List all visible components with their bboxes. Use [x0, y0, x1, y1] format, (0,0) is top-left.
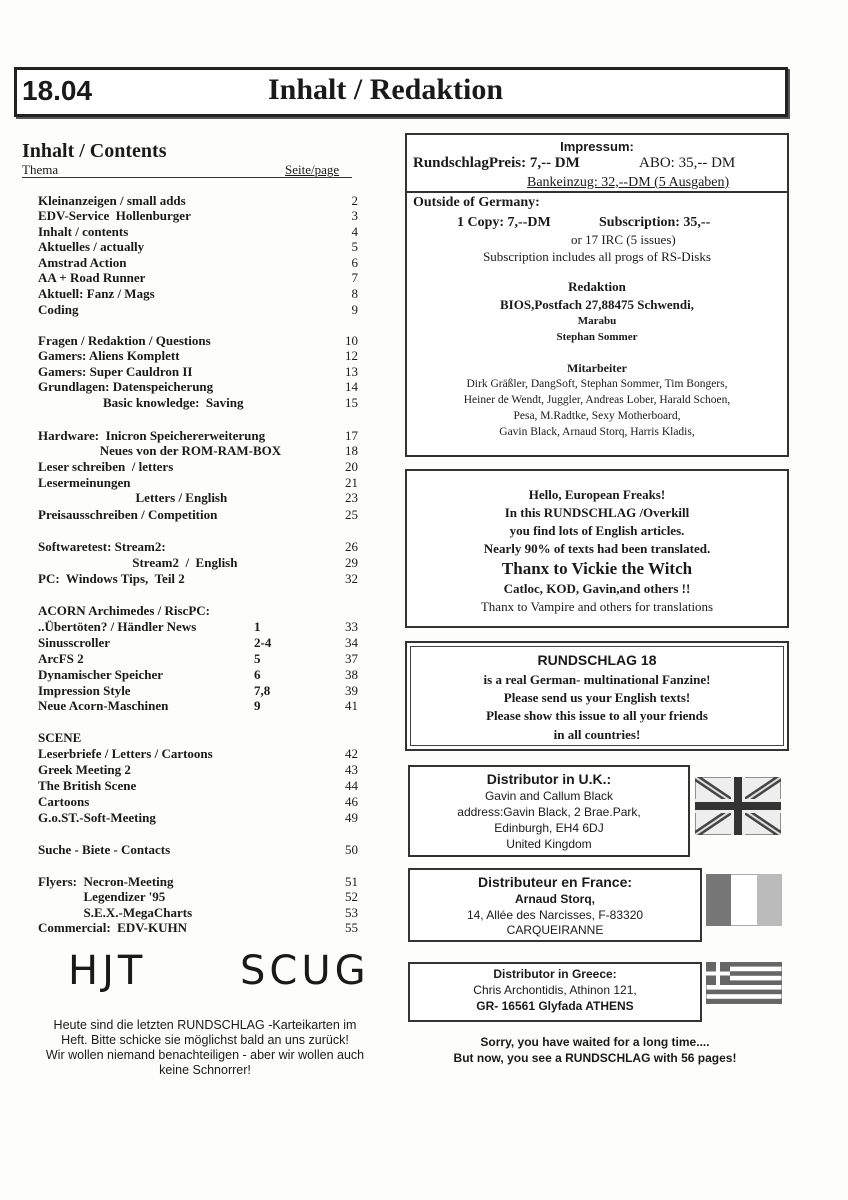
toc-row	[38, 603, 358, 619]
toc-row	[38, 428, 358, 444]
abo-price: ABO: 35,-- DM	[639, 155, 736, 171]
toc-row-page: 38	[345, 667, 358, 682]
toc-row-title: Letters / English	[38, 490, 228, 505]
copy-price: 1 Copy: 7,--DM	[457, 215, 551, 230]
distributor-title: Distributor in U.K.:	[486, 771, 612, 787]
distributor-line: 14, Allée des Narcisses, F-83320	[466, 908, 644, 922]
english-line: Catloc, KOD, Gavin,and others !!	[503, 581, 691, 596]
toc-row-title: G.o.ST.-Soft-Meeting	[38, 810, 156, 825]
toc-row	[38, 920, 358, 936]
toc-row	[38, 255, 358, 271]
toc-row-page: 7	[351, 270, 358, 285]
toc-row-page: 43	[345, 762, 358, 777]
distributor-line: CARQUEIRANNE	[506, 923, 604, 937]
toc-row	[38, 459, 358, 475]
toc-row-title: The British Scene	[38, 778, 137, 793]
issue-number: 18.04	[22, 75, 93, 106]
toc-row	[38, 302, 358, 318]
toc-row-title: S.E.X.-MegaCharts	[38, 905, 193, 920]
impressum-divider	[407, 191, 787, 193]
toc-row	[38, 762, 358, 778]
note-line: keine Schnorrer!	[159, 1063, 251, 1077]
bank-price: Bankeinzug: 32,--DM (5 Ausgaben)	[527, 175, 730, 190]
toc-row-title: Preisausschreiben / Competition	[38, 507, 218, 522]
toc-row-page: 3	[351, 208, 358, 223]
irc-price: or 17 IRC (5 issues)	[571, 232, 676, 247]
toc-row-page: 12	[345, 348, 358, 363]
toc-column-thema: Thema	[22, 162, 59, 177]
toc-row-title: Gamers: Aliens Komplett	[38, 348, 180, 363]
karteikarten-note	[20, 1018, 390, 1078]
toc-row-title: PC: Windows Tips, Teil 2	[38, 571, 185, 586]
toc-row-title: Neues von der ROM-RAM-BOX	[38, 443, 282, 458]
toc-row-title: Gamers: Super Cauldron II	[38, 364, 193, 379]
page-title: Inhalt / Redaktion	[268, 73, 504, 106]
mitarbeiter-line: Heiner de Wendt, Juggler, Andreas Lober, Harald Schoen,	[463, 394, 731, 406]
toc-title: Inhalt / Contents	[22, 140, 167, 162]
toc-row	[38, 698, 358, 714]
toc-row	[38, 270, 358, 286]
toc-row	[38, 443, 358, 459]
redaktion-title: Redaktion	[568, 279, 626, 294]
toc-row	[38, 395, 358, 411]
toc-row-title: Hardware: Inicron Speichererweiterung	[38, 428, 266, 443]
greece-flag-icon	[706, 962, 782, 1004]
fanzine-line: RUNDSCHLAG 18	[537, 652, 657, 668]
toc-row-page: 8	[351, 286, 358, 301]
toc-row-page: 33	[345, 619, 358, 634]
distributor-line: Arnaud Storq,	[515, 892, 595, 906]
mitarbeiter-line: Pesa, M.Radtke, Sexy Motherboard,	[513, 410, 681, 422]
toc-row-page: 37	[345, 651, 358, 666]
france-flag-icon	[706, 874, 782, 926]
toc-row-page: 10	[345, 333, 358, 348]
distributor-line: address:Gavin Black, 2 Brae.Park,	[457, 805, 641, 819]
toc-row	[38, 379, 358, 395]
toc-row-part: 2-4	[254, 635, 272, 650]
toc-row-page: 14	[345, 379, 358, 394]
toc-row-title: Coding	[38, 302, 79, 317]
toc-row-title: Aktuell: Fanz / Mags	[38, 286, 155, 301]
toc-row-page: 50	[345, 842, 358, 857]
toc-row-title: Stream2 / English	[38, 555, 238, 570]
toc-row-page: 23	[345, 490, 358, 505]
impressum-box	[405, 133, 789, 457]
distributor-france-box	[408, 868, 702, 942]
toc-row-page: 4	[351, 224, 358, 239]
toc-row-page: 5	[351, 239, 358, 254]
toc-row-title: Amstrad Action	[38, 255, 127, 270]
toc-row	[38, 193, 358, 209]
toc-row	[38, 475, 358, 491]
english-line: Nearly 90% of texts had been translated.	[483, 541, 711, 556]
toc-row-page: 34	[345, 635, 358, 650]
redaktion-name: Marabu	[577, 315, 617, 327]
english-line: Hello, European Freaks!	[528, 487, 666, 502]
fanzine-line: Please show this issue to all your friends	[486, 708, 708, 723]
toc-row-part: 7,8	[254, 683, 271, 698]
hjt-stamp: HJT	[68, 948, 147, 994]
mitarbeiter-line: Dirk Gräßler, DangSoft, Stephan Sommer, Tim Bongers,	[466, 378, 728, 390]
subscription-price: Subscription: 35,--	[599, 215, 711, 230]
toc-row	[38, 208, 358, 224]
toc-row-title: Greek Meeting 2	[38, 762, 131, 777]
toc-row-title: Aktuelles / actually	[38, 239, 145, 254]
toc-column-page: Seite/page	[285, 162, 340, 177]
toc-row	[38, 286, 358, 302]
toc-row-page: 21	[345, 475, 358, 490]
toc-row-title: Inhalt / contents	[38, 224, 129, 239]
toc-row-title: Fragen / Redaktion / Questions	[38, 333, 211, 348]
toc-row-page: 29	[345, 555, 358, 570]
toc-row	[38, 730, 358, 746]
toc-row	[38, 667, 358, 683]
distributor-line: GR- 16561 Glyfada ATHENS	[476, 999, 634, 1013]
toc-divider	[22, 177, 352, 178]
toc-row-title: Dynamischer Speicher	[38, 667, 164, 682]
outside-germany-title: Outside of Germany:	[413, 195, 540, 210]
toc-row-page: 20	[345, 459, 358, 474]
toc-row-title: ..Übertöten? / Händler News	[38, 619, 197, 634]
toc-row-page: 15	[345, 395, 358, 410]
toc-row-title: Cartoons	[38, 794, 90, 809]
toc-row-page: 53	[345, 905, 358, 920]
footer-line: But now, you see a RUNDSCHLAG with 56 pages!	[453, 1051, 737, 1065]
toc-row	[38, 490, 358, 506]
toc-row-title: Flyers: Necron-Meeting	[38, 874, 174, 889]
toc-row	[38, 539, 358, 555]
toc-row-page: 42	[345, 746, 358, 761]
toc-row-page: 46	[345, 794, 358, 809]
toc-row-page: 18	[345, 443, 358, 458]
toc-row-title: Lesermeinungen	[38, 475, 131, 490]
english-line: Thanx to Vickie the Witch	[501, 559, 693, 578]
toc-row-page: 49	[345, 810, 358, 825]
toc-row	[38, 555, 358, 571]
toc-row	[38, 635, 358, 651]
english-line: you find lots of English articles.	[509, 523, 685, 538]
toc-row	[38, 683, 358, 699]
toc-row-title: ACORN Archimedes / RiscPC:	[38, 603, 210, 618]
toc-row	[38, 333, 358, 349]
toc-row	[38, 571, 358, 587]
english-articles-box	[405, 469, 789, 628]
distributor-line: United Kingdom	[506, 837, 592, 851]
toc-row-title: Suche - Biete - Contacts	[38, 842, 171, 857]
toc-row-page: 9	[351, 302, 358, 317]
english-line: In this RUNDSCHLAG /Overkill	[504, 505, 690, 520]
note-line: Heute sind die letzten RUNDSCHLAG -Karteikarten im	[53, 1018, 357, 1032]
toc-row-title: AA + Road Runner	[38, 270, 146, 285]
toc-row	[38, 842, 358, 858]
toc-row-title: Softwaretest: Stream2:	[38, 539, 166, 554]
toc-row-title: Legendizer '95	[38, 889, 166, 904]
distributor-title: Distributeur en France:	[477, 874, 633, 890]
toc-row	[38, 889, 358, 905]
toc-row-page: 26	[345, 539, 358, 554]
scug-stamp: SCUG	[240, 948, 370, 994]
toc-row	[38, 348, 358, 364]
toc-row-title: Commercial: EDV-KUHN	[38, 920, 187, 935]
mitarbeiter-title: Mitarbeiter	[567, 361, 627, 375]
toc-row-title: Neue Acorn-Maschinen	[38, 698, 169, 713]
toc-row	[38, 746, 358, 762]
toc-row-part: 9	[254, 698, 261, 713]
toc-row	[38, 239, 358, 255]
fanzine-line: in all countries!	[553, 727, 641, 742]
distributor-line: Chris Archontidis, Athinon 121,	[473, 983, 637, 997]
toc-row-title: SCENE	[38, 730, 82, 745]
price-label: RundschlagPreis: 7,-- DM	[413, 155, 580, 171]
toc-row-page: 51	[345, 874, 358, 889]
toc-row	[38, 507, 358, 523]
toc-row	[38, 794, 358, 810]
distributor-uk-box	[408, 765, 690, 857]
toc-row-page: 6	[351, 255, 358, 270]
toc-row	[38, 651, 358, 667]
subscription-includes: Subscription includes all progs of RS-Disks	[483, 249, 711, 264]
toc-row-part: 5	[254, 651, 261, 666]
toc-row	[38, 778, 358, 794]
fanzine-line: Please send us your English texts!	[503, 690, 691, 705]
toc-row	[38, 905, 358, 921]
mitarbeiter-line: Gavin Black, Arnaud Storq, Harris Kladis,	[499, 426, 695, 438]
note-line: Heft. Bitte schicke sie möglichst bald an uns zurück!	[61, 1033, 349, 1047]
fanzine-box	[405, 641, 789, 751]
distributor-line: Gavin and Callum Black	[484, 789, 614, 803]
footer-note	[405, 1034, 785, 1066]
toc-row-page: 32	[345, 571, 358, 586]
distributor-greece-box	[408, 962, 702, 1022]
footer-line: Sorry, you have waited for a long time....	[480, 1035, 710, 1049]
toc-row-page: 13	[345, 364, 358, 379]
toc-row-title: ArcFS 2	[38, 651, 84, 666]
toc-row-title: EDV-Service Hollenburger	[38, 208, 191, 223]
toc-row	[38, 619, 358, 635]
distributor-title: Distributor in Greece:	[493, 967, 617, 981]
toc-row-title: Basic knowledge: Saving	[38, 395, 244, 410]
distributor-line: Edinburgh, EH4 6DJ	[494, 821, 604, 835]
toc-row-part: 1	[254, 619, 261, 634]
toc-row-title: Leserbriefe / Letters / Cartoons	[38, 746, 213, 761]
toc-row-title: Grundlagen: Datenspeicherung	[38, 379, 214, 394]
toc-row	[38, 810, 358, 826]
note-line: Wir wollen niemand benachteiligen - aber wir wollen auch	[45, 1048, 365, 1062]
redaktion-address: BIOS,Postfach 27,88475 Schwendi,	[500, 297, 694, 312]
english-line: Thanx to Vampire and others for translations	[480, 599, 714, 614]
toc-row-title: Impression Style	[38, 683, 131, 698]
fanzine-line: is a real German- multinational Fanzine!	[483, 672, 711, 687]
impressum-title: Impressum:	[560, 139, 634, 154]
toc-row-page: 2	[351, 193, 358, 208]
toc-row-page: 25	[345, 507, 358, 522]
toc-row-title: Sinusscroller	[38, 635, 110, 650]
toc-row-page: 39	[345, 683, 358, 698]
toc-row	[38, 874, 358, 890]
toc-row-page: 44	[345, 778, 358, 793]
toc-row	[38, 364, 358, 380]
redaktion-name: Stephan Sommer	[556, 331, 638, 343]
toc-row-part: 6	[254, 667, 261, 682]
toc-row-page: 17	[345, 428, 358, 443]
toc-row	[38, 224, 358, 240]
toc-row-title: Kleinanzeigen / small adds	[38, 193, 186, 208]
toc-row-title: Leser schreiben / letters	[38, 459, 174, 474]
toc-row-page: 52	[345, 889, 358, 904]
toc-row-page: 55	[345, 920, 358, 935]
uk-flag-icon	[695, 777, 781, 835]
toc-row-page: 41	[345, 698, 358, 713]
